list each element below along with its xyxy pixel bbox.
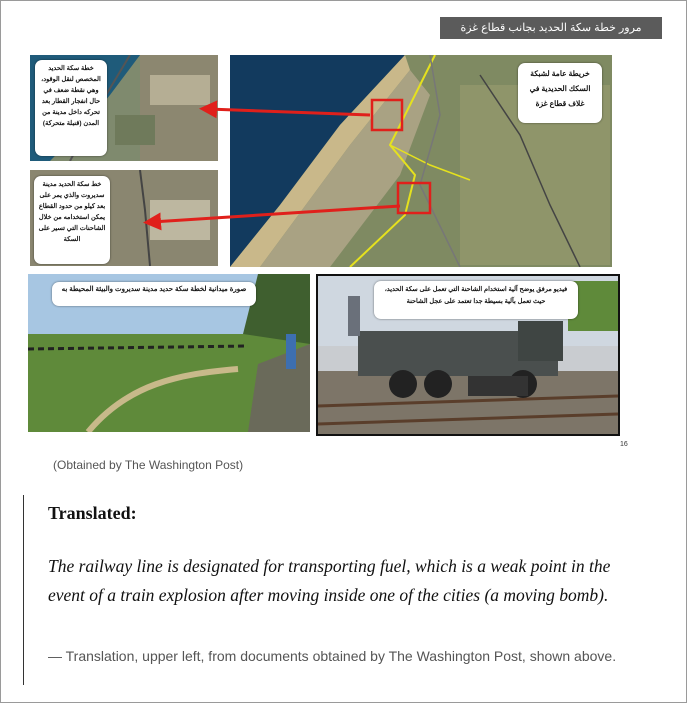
callout-truck-video: فيديو مرفق يوضح آلية استخدام الشاحنة التي تعمل على سكة الحديد، حيث تعمل بآلية بسيطة جدا تعتمد على عجل الشاحنة <box>374 281 578 319</box>
pointer-arrows <box>20 10 670 270</box>
slide-banner: مرور خطة سكة الحديد بجانب قطاع غزة <box>440 17 662 39</box>
field-photo-sderot <box>28 274 310 432</box>
translation-heading: Translated: <box>48 503 137 523</box>
translation-credit: — Translation, upper left, from documents obtained by The Washington Post, shown above. <box>48 648 617 664</box>
translation-text: The railway line is designated for transporting fuel, which is a weak point in the event of a train explosion after moving inside one of the cities (a moving bomb). <box>48 556 611 605</box>
document-slide <box>20 10 670 460</box>
truck-photo <box>316 274 620 436</box>
callout-fuel-line: خطة سكة الحديد المخصص لنقل الوقود، وهي نقطة ضعف في حال انفجار القطار بعد تحركه داخل مدينة من المدن (قنبلة متحركة) <box>35 60 107 156</box>
callout-field-photo: صورة ميدانية لخطة سكة حديد مدينة سديروت والبيئة المحيطة به <box>52 282 256 306</box>
slide-page-number: 16 <box>620 441 628 448</box>
photo-credit: (Obtained by The Washington Post) <box>53 458 244 472</box>
callout-network-map: خريطة عامة لشبكة السكك الحديدية في غلاف قطاع غزة <box>518 63 602 123</box>
translation-block <box>23 495 654 685</box>
callout-sderot-line: خط سكة الحديد مدينة سديروت والذي يمر على بعد كيلو من حدود القطاع يمكن استخدامه من خلال الشاحنات التي تسير على السكة <box>34 176 110 264</box>
